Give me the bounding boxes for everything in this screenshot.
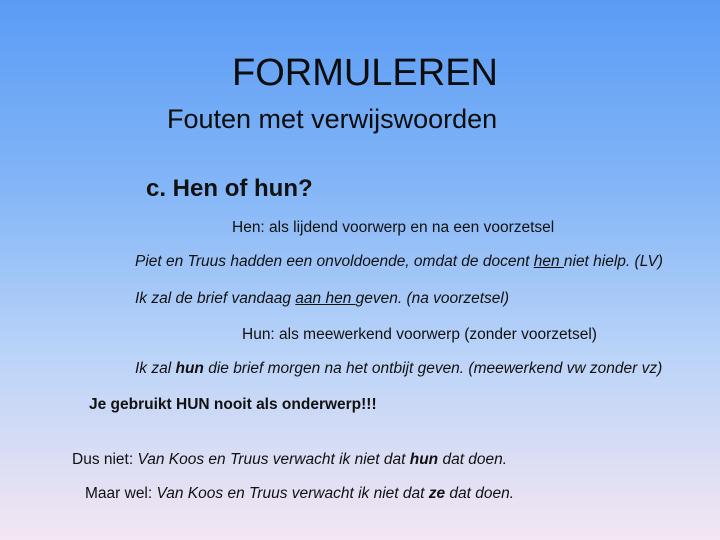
example-keyword: hen xyxy=(533,253,564,270)
example-keyword: hun xyxy=(409,451,439,468)
example-text: niet hielp. (LV) xyxy=(563,253,663,270)
rule-hun: Hun: als meewerkend voorwerp (zonder voorzetsel) xyxy=(242,326,597,343)
example-text: geven. (na voorzetsel) xyxy=(355,290,509,307)
example-text: Piet en Truus hadden een onvoldoende, omdat de docent xyxy=(135,253,534,270)
example-hen-vz xyxy=(135,290,509,308)
example-keyword: ze xyxy=(428,485,446,502)
wrong-label: Dus niet: xyxy=(72,451,138,468)
example-text: die brief morgen na het ontbijt geven. (meewerkend vw zonder vz) xyxy=(203,360,663,377)
example-text: Ik zal de brief vandaag xyxy=(135,290,296,307)
example-hun-mv xyxy=(135,360,662,378)
example-hen-lv xyxy=(135,253,663,271)
rule-hen: Hen: als lijdend voorwerp en na een voorzetsel xyxy=(232,219,555,236)
warning-text: Je gebruikt HUN nooit als onderwerp!!! xyxy=(89,396,377,413)
example-text: dat doen. xyxy=(438,451,508,468)
example-keyword: aan hen xyxy=(295,290,356,307)
slide-subtitle: Fouten met verwijswoorden xyxy=(167,104,498,134)
slide-title: FORMULEREN xyxy=(231,52,499,94)
wrong-example xyxy=(72,451,507,469)
right-example xyxy=(85,485,514,503)
example-text: Van Koos en Truus verwacht ik niet dat xyxy=(137,451,410,468)
example-text: Van Koos en Truus verwacht ik niet dat xyxy=(156,485,429,502)
example-text: Ik zal xyxy=(135,360,176,377)
section-heading: c. Hen of hun? xyxy=(146,175,313,202)
example-keyword: hun xyxy=(175,360,204,377)
right-label: Maar wel: xyxy=(85,485,157,502)
example-text: dat doen. xyxy=(445,485,515,502)
